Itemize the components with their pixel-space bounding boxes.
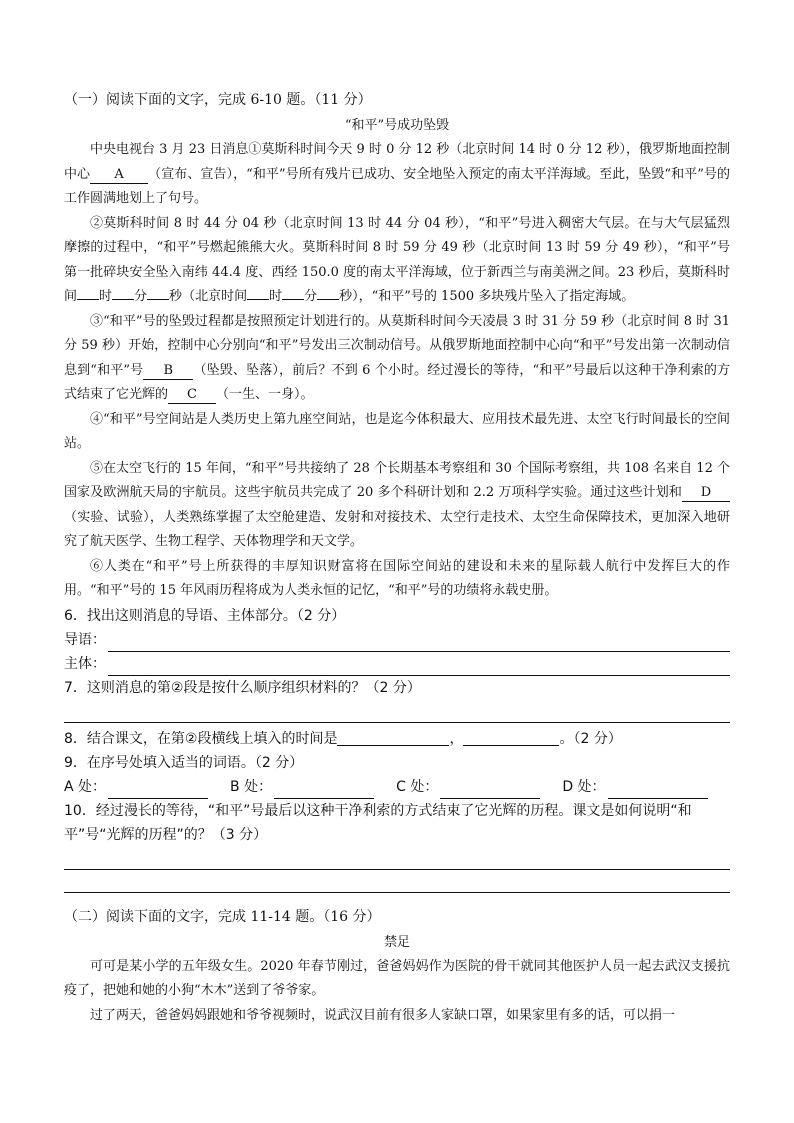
answer-line[interactable] — [108, 633, 730, 652]
blank-beijing-minute — [282, 299, 304, 300]
unit-second: 秒 — [169, 289, 183, 304]
answer-line[interactable] — [608, 780, 708, 799]
article-title: “和平”号成功坠毁 — [344, 118, 450, 133]
unit-second: 秒 — [339, 289, 353, 304]
paragraph-4: ④“和平”号空间站是人类历史上第九座空间站，也是迄今体积最大、应用技术最先进、太空飞行时间最长的空间站。 — [64, 411, 730, 451]
paragraph-text: ②莫斯科时间 8 时 44 分 04 秒（北京时间 13 时 44 分 04 秒），“和平”号进入稠密大气层。在与大气层猛烈摩擦的过程中，“和平”号燃起熊熊大火。莫斯科时间 8 时 59 分 49 秒（北京时间 13 时 59 分 49 秒），“和平”号第一批碎块安全坠入南纬 44.4 度、西经 150.0 度的南太平洋海域，位于新西兰与南美洲之间。23 秒后，莫斯科时间 — [64, 215, 730, 304]
question-7: 7．这则消息的第②段是按什么顺序组织材料的？（2 分） — [64, 679, 421, 696]
blank-beijing-hour — [247, 299, 269, 300]
paragraph-1: 可可是某小学的五年级女生。2020 年春节刚过，爸爸妈妈作为医院的骨干就同其他医护人员一起去武汉支援抗疫了，把她和她的小狗“木木”送到了爷爷家。 — [64, 958, 730, 998]
article-title: 禁足 — [383, 934, 410, 950]
blank-hour — [77, 299, 99, 300]
question-9: 9．在序号处填入适当的词语。（2 分） — [64, 754, 304, 771]
blank-beijing-second — [317, 299, 339, 300]
paragraph-text: ③“和平”号的坠毁过程都是按照预定计划进行的。从莫斯科时间今天凌晨 3 时 31 分 59 秒（北京时间 8 时 31 分 59 秒）开始，控制中心分别向“和平”号发出三次制动信号。从俄罗斯地面控制中心向“和平”号发出第一次制动信息到“和平”号 — [64, 313, 730, 378]
paragraph-text: （宣布、宣告），“和平”号所有残片已成功、安全地坠入预定的南太平洋海域。至此，坠毁“和平”号的工作圆满地划上了句号。 — [64, 166, 730, 206]
section-one-heading: （一）阅读下面的文字，完成 6-10 题。（11 分） — [64, 92, 372, 108]
question-9-blanks — [64, 775, 730, 799]
answer-line[interactable] — [108, 780, 208, 799]
blank-c-answer — [396, 775, 540, 799]
answer-label: 主体： — [64, 655, 106, 672]
answer-blank[interactable] — [337, 729, 449, 746]
unit-hour: 时 — [99, 289, 113, 304]
blank-b: B — [143, 363, 193, 380]
section-two-heading: （二）阅读下面的文字，完成 11-14 题。（16 分） — [64, 908, 381, 925]
paragraph-6: ⑥人类在“和平”号上所获得的丰厚知识财富将在国际空间站的建设和未来的星际载人航行中发挥巨大的作用。“和平”号的 15 年风雨历程将成为人类永恒的记忆，“和平”号的功绩将永载史册。 — [64, 558, 730, 598]
paragraph-text: ），“和平”号的 1500 多块残片坠入了指定海域。 — [352, 289, 635, 304]
paragraph-text: （坠毁、坠落），前后？不到 6 个小时。经过漫长的等待，“和平”号最后以这种干净利索的方式结束了它光辉的 — [64, 362, 730, 402]
answer-line[interactable] — [274, 780, 374, 799]
paragraph-1 — [64, 138, 730, 212]
answer-label: C 处： — [396, 778, 439, 795]
answer-lead — [64, 628, 730, 652]
paragraph-text: （一生、一身）。 — [216, 387, 314, 402]
answer-line[interactable] — [108, 657, 730, 676]
question-6: 6．找出这则消息的导语、主体部分。（2 分） — [64, 607, 346, 624]
unit-minute: 分 — [134, 289, 148, 304]
answer-label: 导语： — [64, 631, 106, 648]
unit-hour: 时 — [269, 289, 283, 304]
answer-blank[interactable] — [463, 729, 559, 746]
answer-label: B 处： — [230, 778, 273, 795]
paragraph-text: ⑤在太空飞行的 15 年间，“和平”号共接纳了 28 个长期基本考察组和 30 个国际考察组，共 108 名来自 12 个国家及欧洲航天局的宇航员。这些宇航员共完成了 20 多个科研计划和 2.2 万项科学实验。通过这些计划和 — [64, 460, 730, 500]
blank-d: D — [682, 485, 730, 502]
answer-label: A 处： — [64, 778, 107, 795]
blank-b-answer — [230, 775, 374, 799]
paragraph-text: 中央电视台 3 月 23 日消息①莫斯科时间今天 9 时 0 分 12 秒（北京时间 14 时 0 分 12 秒），俄罗斯地面控制中心 — [64, 142, 730, 182]
paragraph-2: 过了两天，爸爸妈妈跟她和爷爷视频时，说武汉目前有很多人家缺口罩，如果家里有多的话，可以捐一 — [90, 1007, 676, 1023]
blank-minute — [112, 299, 134, 300]
question-8 — [64, 727, 730, 751]
blank-a-answer — [64, 775, 208, 799]
answer-line[interactable] — [440, 780, 540, 799]
question-text: 8．结合课文，在第②段横线上填入的时间是 — [64, 730, 338, 747]
question-text: 。（2 分） — [559, 730, 622, 747]
answer-line[interactable] — [64, 847, 730, 870]
answer-line[interactable] — [64, 870, 730, 893]
question-10: 10．经过漫长的等待，“和平”号最后以这种干净利索的方式结束了它光辉的历程。课文是如何说明“和平”号“光辉的历程”的？（3 分） — [64, 802, 692, 843]
blank-d-answer — [562, 775, 707, 799]
answer-label: D 处： — [562, 778, 606, 795]
paragraph-text: （北京时间 — [182, 289, 248, 304]
exam-page — [64, 88, 730, 1028]
answer-line[interactable] — [64, 700, 730, 723]
blank-a: A — [90, 167, 148, 184]
unit-minute: 分 — [304, 289, 318, 304]
answer-body — [64, 652, 730, 676]
paragraph-text: （实验、试验），人类熟练掌握了太空舱建造、发射和对接技术、太空行走技术、太空生命保障技术，更加深入地研究了航天医学、生物工程学、天体物理学和天文学。 — [64, 509, 730, 549]
blank-c: C — [168, 387, 216, 404]
paragraph-2 — [64, 212, 730, 310]
paragraph-3 — [64, 310, 730, 408]
paragraph-5 — [64, 457, 730, 555]
question-text: ， — [449, 730, 464, 747]
blank-second — [147, 299, 169, 300]
